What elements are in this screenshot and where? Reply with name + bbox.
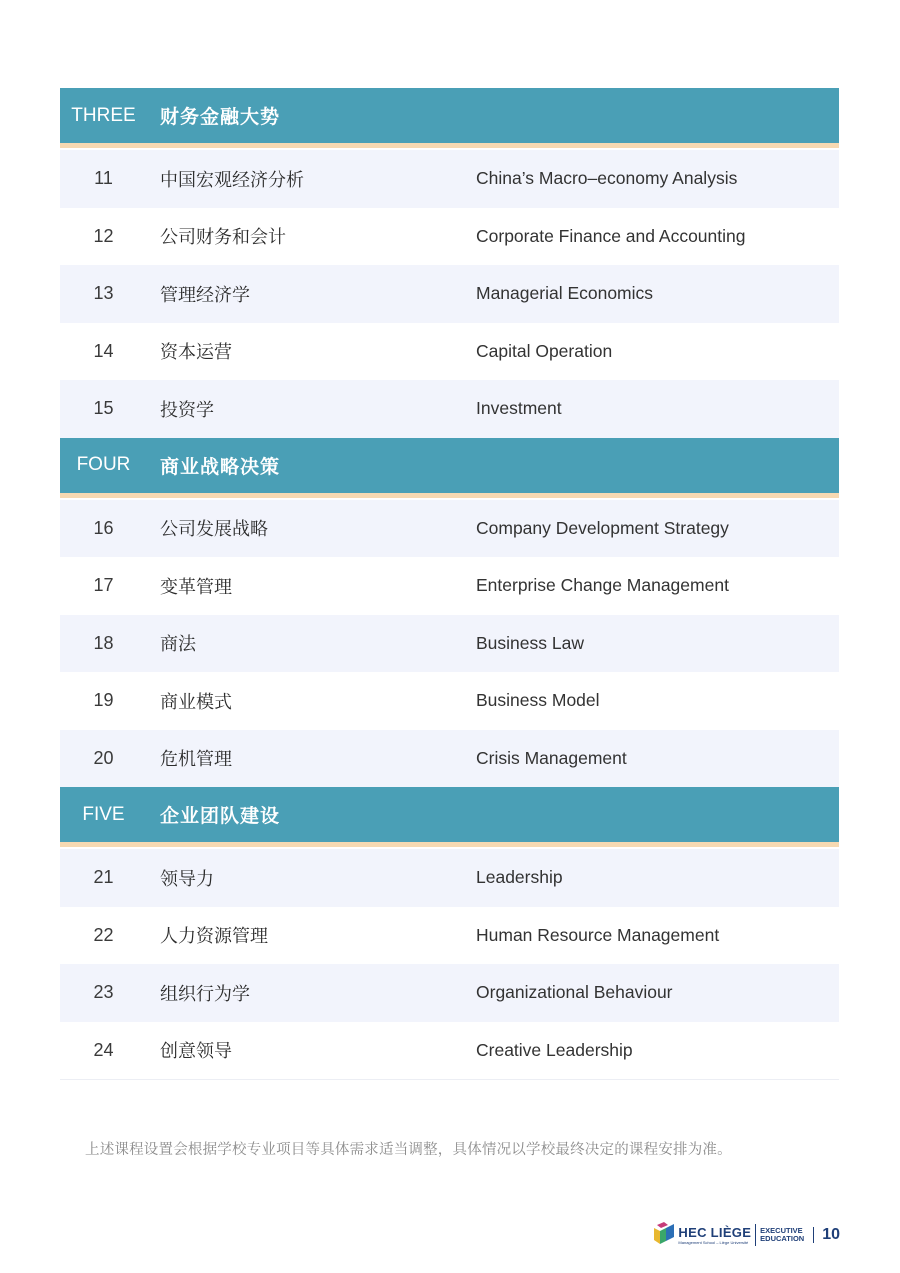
course-name-cn: 公司财务和会计: [160, 227, 286, 249]
table-row: [60, 730, 839, 788]
course-number: 19: [93, 690, 114, 711]
course-number: 15: [93, 398, 114, 419]
course-name-cn: 资本运营: [160, 342, 232, 364]
section-title: 企业团队建设: [160, 805, 281, 827]
course-name-cn: 管理经济学: [160, 284, 250, 306]
page-divider: [813, 1227, 814, 1243]
table-row: [60, 557, 839, 615]
course-name-en: Capital Operation: [476, 340, 613, 361]
table-row: [60, 265, 839, 323]
course-name-en: Crisis Management: [476, 747, 627, 768]
course-name-en: Corporate Finance and Accounting: [476, 225, 746, 246]
course-table: [60, 88, 839, 1080]
section-header-five: [60, 787, 839, 847]
course-number: 21: [93, 867, 114, 888]
course-name-cn: 投资学: [160, 399, 214, 421]
section-header-four: [60, 438, 839, 498]
section-header-three: [60, 88, 839, 148]
section-title: 商业战略决策: [160, 455, 281, 478]
course-name-cn: 危机管理: [160, 749, 232, 771]
table-row: [60, 964, 839, 1022]
exec-line1: EXECUTIVE: [760, 1225, 803, 1235]
table-row: [60, 849, 839, 907]
brand-block: [678, 1226, 751, 1245]
course-number: 22: [93, 924, 114, 945]
course-name-cn: 商法: [160, 634, 196, 656]
course-number: 17: [93, 575, 114, 596]
section-number: THREE: [71, 104, 136, 126]
course-number: 11: [94, 168, 113, 189]
course-name-en: Enterprise Change Management: [476, 575, 729, 596]
course-number: 24: [93, 1039, 114, 1060]
course-name-en: Leadership: [476, 867, 563, 888]
course-name-en: Business Law: [476, 632, 584, 653]
footnote: 上述课程设置会根据学校专业项目等具体需求适当调整，具体情况以学校最终决定的课程安排为准。: [85, 1142, 732, 1158]
page-footer: [654, 1222, 840, 1248]
table-row: [60, 380, 839, 438]
table-row: [60, 1022, 839, 1080]
executive-education-label: [760, 1227, 804, 1244]
course-number: 12: [93, 225, 114, 246]
table-row: [60, 672, 839, 730]
table-row: [60, 907, 839, 965]
course-name-cn: 中国宏观经济分析: [160, 169, 304, 191]
brand-divider: [755, 1224, 756, 1246]
course-name-cn: 公司发展战略: [160, 519, 268, 541]
table-row: [60, 500, 839, 558]
table-row: [60, 208, 839, 266]
course-number: 23: [93, 982, 114, 1003]
page-number: 10: [822, 1226, 840, 1243]
table-row: [60, 150, 839, 208]
course-name-en: Organizational Behaviour: [476, 982, 673, 1003]
course-name-cn: 人力资源管理: [160, 926, 268, 948]
course-name-cn: 商业模式: [160, 691, 232, 713]
course-name-cn: 组织行为学: [160, 983, 250, 1005]
course-number: 13: [93, 283, 114, 304]
brand-subtitle: Management School – Liège Université: [678, 1239, 749, 1245]
course-name-en: Business Model: [476, 690, 600, 711]
hec-liege-logo-icon: [654, 1222, 678, 1248]
course-name-cn: 领导力: [160, 868, 214, 890]
table-bottom-rule: [60, 1079, 839, 1080]
course-name-en: Human Resource Management: [476, 924, 720, 945]
course-number: 20: [93, 747, 114, 768]
course-name-cn: 创意领导: [160, 1041, 232, 1063]
course-name-en: Managerial Economics: [476, 283, 654, 304]
course-name-en: Creative Leadership: [476, 1039, 633, 1060]
course-name-en: Company Development Strategy: [476, 517, 729, 538]
course-name-cn: 变革管理: [160, 576, 232, 598]
course-number: 18: [93, 632, 114, 653]
course-number: 14: [93, 340, 114, 361]
course-number: 16: [93, 517, 114, 538]
brand-name: HEC LIÈGE: [678, 1224, 752, 1240]
section-number: FOUR: [76, 454, 131, 475]
course-name-en: Investment: [476, 398, 562, 419]
table-row: [60, 323, 839, 381]
exec-line2: EDUCATION: [760, 1234, 805, 1243]
table-row: [60, 615, 839, 673]
course-name-en: China’s Macro–economy Analysis: [476, 168, 738, 189]
section-number: FIVE: [82, 803, 125, 825]
section-title: 财务金融大势: [160, 106, 281, 128]
